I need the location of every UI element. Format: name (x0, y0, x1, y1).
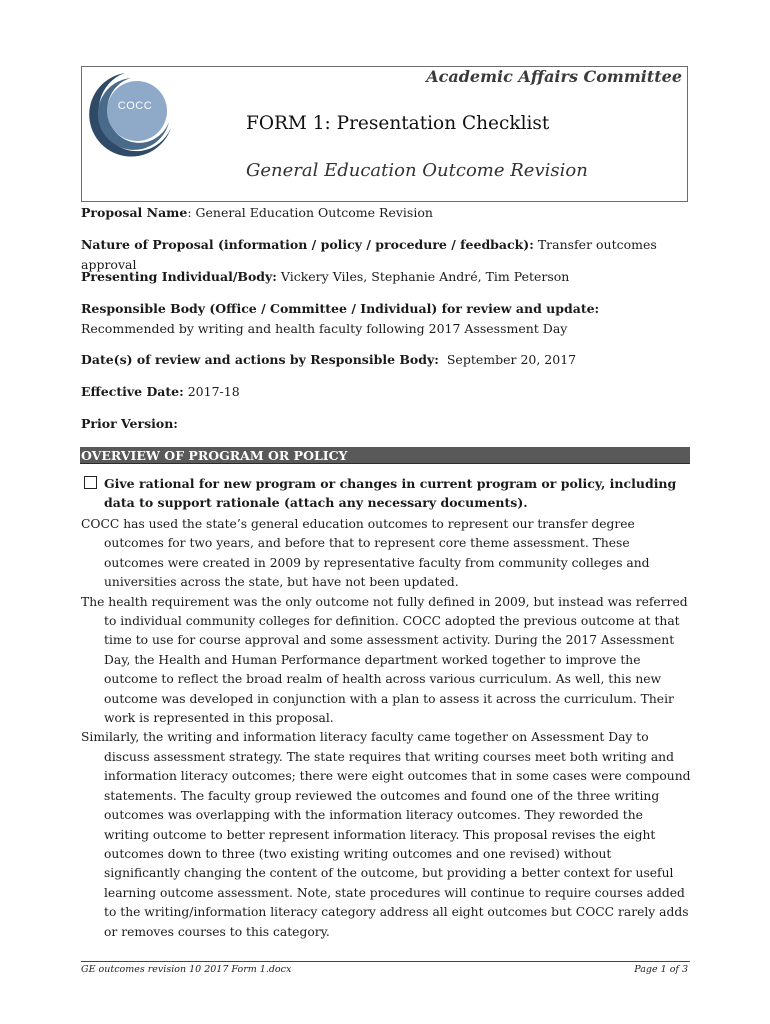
field-label: Effective Date: (81, 384, 184, 399)
committee-name: Academic Affairs Committee (426, 67, 682, 86)
footer-page-number: Page 1 of 3 (634, 964, 688, 975)
field-value: Transfer outcomes approval (81, 237, 657, 272)
rationale-checkbox[interactable] (84, 476, 97, 489)
footer-divider (81, 961, 690, 962)
paragraph: Similarly, the writing and information literacy faculty came together on Assessment Day to discuss assessment strategy. The state requires that writing courses meet both writing and information literacy outcomes; there were eight outcomes that in some cases were compound statements. The faculty group reviewed the outcomes and found one of the three writing outcomes was overlapping with the information literacy outcomes. They reworded the writing outcome to better represent information literacy. This proposal revises the eight outcomes down to three (two existing writing outcomes and one revised) without significantly changing the content of the outcome, but providing a better context for useful learning outcome assessment. Note, state procedures will continue to require courses added to the writing/information literacy category address all eight outcomes but COCC rarely adds or removes courses to this category. (81, 730, 691, 939)
field-effective-date (81, 382, 691, 402)
cocc-logo (85, 70, 175, 158)
field-responsible-body (81, 299, 691, 338)
field-prior-version (81, 414, 691, 434)
field-label: Proposal Name (81, 205, 188, 220)
overview-body (81, 515, 691, 942)
field-label: Prior Version: (81, 416, 178, 431)
field-value: Vickery Viles, Stephanie André, Tim Peterson (280, 269, 570, 284)
field-review-dates (81, 350, 691, 370)
field-presenting-individual (81, 267, 691, 287)
field-label: Nature of Proposal (information / policy / procedure / feedback): (81, 237, 534, 252)
rationale-checkbox-label: Give rational for new program or changes in current program or policy, including data to support rationale (attach any necessary documents). (104, 476, 677, 510)
field-proposal-name: Proposal Name: General Education Outcome Revision (81, 205, 433, 220)
field-label: Presenting Individual/Body: (81, 269, 277, 284)
section-header-overview: OVERVIEW OF PROGRAM OR POLICY (80, 447, 690, 464)
field-value: General Education Outcome Revision (195, 205, 433, 220)
paragraph: The health requirement was the only outcome not fully defined in 2009, but instead was referred to individual community colleges for definition. COCC adopted the previous outcome at that time to use for course approval and some assessment activity. During the 2017 Assessment Day, the Health and Human Performance department worked together to improve the outcome to reflect the broad realm of health across various curriculum. As well, this new outcome was developed in conjunction with a plan to assess it across the curriculum. Their work is represented in this proposal. (81, 594, 688, 726)
field-label: Responsible Body (Office / Committee / Individual) for review and update: (81, 301, 600, 316)
form-title: FORM 1: Presentation Checklist (246, 113, 550, 134)
field-value: 2017-18 (187, 384, 240, 399)
logo-text: COCC (117, 100, 153, 112)
form-subtitle: General Education Outcome Revision (246, 160, 588, 181)
field-label: Date(s) of review and actions by Responsible Body: (81, 352, 439, 367)
field-value: Recommended by writing and health faculty following 2017 Assessment Day (81, 320, 568, 336)
paragraph: COCC has used the state’s general education outcomes to represent our transfer degree outcomes for two years, and before that to represent core theme assessment. These outcomes were created in 2009 by representative faculty from community colleges and universities across the state, but have not been updated. (81, 517, 650, 590)
field-value: September 20, 2017 (446, 352, 577, 367)
footer-filename: GE outcomes revision 10 2017 Form 1.docx (81, 964, 292, 975)
